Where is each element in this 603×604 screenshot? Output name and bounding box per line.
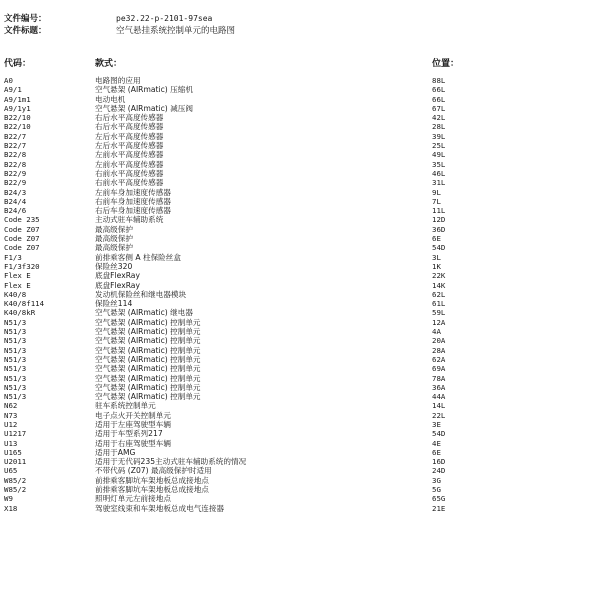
table-row [4, 160, 599, 169]
row-description: 空气悬架 (AIRmatic) 压缩机 [95, 85, 193, 95]
row-location: 42L [432, 113, 446, 123]
table-row [4, 76, 599, 85]
row-code: U65 [4, 466, 18, 476]
row-description: 右前水平高度传感器 [95, 178, 164, 188]
row-location: 54D [432, 243, 446, 253]
row-location: 5G [432, 485, 441, 495]
row-description: 前排乘客侧 A 柱保险丝盒 [95, 252, 181, 262]
row-location: 12D [432, 215, 446, 225]
row-location: 16D [432, 457, 446, 467]
table-row [4, 253, 599, 262]
row-description: 右后水平高度传感器 [95, 122, 164, 132]
row-code: N51/3 [4, 336, 27, 346]
table-row [4, 327, 599, 336]
table-row [4, 336, 599, 345]
table-row [4, 243, 599, 252]
row-description: 最高级保护 [95, 234, 133, 244]
row-code: U1217 [4, 429, 27, 439]
row-description: 空气悬架 (AIRmatic) 控制单元 [95, 392, 201, 402]
row-code: B22/9 [4, 168, 27, 178]
row-location: 59L [432, 308, 446, 318]
table-row [4, 504, 599, 513]
row-location: 4A [432, 327, 441, 337]
table-row [4, 104, 599, 113]
row-description: 前排乘客脚坑车架地板总成接地点 [95, 485, 209, 495]
table-row [4, 420, 599, 429]
row-code: Code Z07 [4, 243, 40, 253]
table-row [4, 169, 599, 178]
row-location: 3G [432, 475, 441, 485]
row-code: Flex E [4, 280, 31, 290]
row-code: B24/4 [4, 196, 27, 206]
row-code: A0 [4, 76, 13, 85]
row-code: Code 235 [4, 215, 40, 225]
row-location: 67L [432, 103, 446, 113]
row-code: N51/3 [4, 364, 27, 374]
row-location: 11L [432, 206, 446, 216]
row-location: 35L [432, 159, 446, 169]
row-description: 适用于左座驾驶型车辆 [95, 419, 171, 429]
table-row [4, 262, 599, 271]
table-row [4, 439, 599, 448]
row-location: 65G [432, 494, 446, 504]
row-description: 电子点火开关控制单元 [95, 410, 171, 420]
row-location: 21E [432, 503, 446, 513]
row-description: 保险丝114 [95, 299, 133, 309]
row-description: 适用于无代码235主动式驻车辅助系统的情况 [95, 457, 247, 467]
row-description: 左前水平高度传感器 [95, 159, 164, 169]
row-code: B24/6 [4, 206, 27, 216]
table-row [4, 411, 599, 420]
row-location: 88L [432, 76, 446, 85]
row-description: 空气悬架 (AIRmatic) 控制单元 [95, 317, 201, 327]
table-row [4, 429, 599, 438]
row-location: 36A [432, 382, 446, 392]
row-description: 空气悬架 (AIRmatic) 控制单元 [95, 382, 201, 392]
doc-number-label: 文件编号： [4, 14, 47, 24]
row-location: 14L [432, 401, 446, 411]
row-description: 空气悬架 (AIRmatic) 控制单元 [95, 354, 201, 364]
row-code: N62 [4, 401, 18, 411]
row-description: 照明灯单元左前接地点 [95, 494, 171, 504]
row-location: 22L [432, 410, 446, 420]
row-description: 主动式驻车辅助系统 [95, 215, 164, 225]
row-description: 左后水平高度传感器 [95, 131, 164, 141]
row-location: 6E [432, 447, 441, 457]
row-location: 28A [432, 345, 446, 355]
row-location: 3L [432, 252, 441, 262]
row-location: 31L [432, 178, 446, 188]
row-location: 28L [432, 122, 446, 132]
row-description: 保险丝320 [95, 261, 133, 271]
row-description: 电动电机 [95, 94, 126, 104]
row-code: Code Z07 [4, 234, 40, 244]
row-description: 适用于AMG [95, 447, 136, 457]
row-location: 4E [432, 438, 441, 448]
row-code: W85/2 [4, 485, 27, 495]
row-code: F1/3f320 [4, 261, 40, 271]
row-description: 左后水平高度传感器 [95, 141, 164, 151]
row-code: N51/3 [4, 392, 27, 402]
row-description: 空气悬架 (AIRmatic) 控制单元 [95, 345, 201, 355]
doc-title-value: 空气悬挂系统控制单元的电路图 [116, 26, 236, 36]
row-description: 右后车身加速度传感器 [95, 206, 171, 216]
row-description: 最高级保护 [95, 224, 133, 234]
row-code: A9/1 [4, 85, 22, 95]
row-code: A9/1m1 [4, 94, 31, 104]
row-code: U12 [4, 419, 18, 429]
row-code: N51/3 [4, 354, 27, 364]
row-location: 6E [432, 234, 441, 244]
row-code: N51/3 [4, 317, 27, 327]
row-location: 22K [432, 271, 446, 281]
doc-title-label: 文件标题： [4, 26, 47, 36]
row-code: A9/1y1 [4, 103, 31, 113]
row-code: B22/7 [4, 131, 27, 141]
row-description: 空气悬架 (AIRmatic) 继电器 [95, 308, 193, 318]
row-code: B22/10 [4, 113, 31, 123]
row-location: 14K [432, 280, 446, 290]
table-row [4, 178, 599, 187]
table-row [4, 401, 599, 410]
row-code: Flex E [4, 271, 31, 281]
table-row [4, 150, 599, 159]
table-row [4, 95, 599, 104]
table-row [4, 308, 599, 317]
row-description: 最高级保护 [95, 243, 133, 253]
table-header [4, 56, 599, 68]
row-code: N51/3 [4, 345, 27, 355]
table-row [4, 215, 599, 224]
row-description: 底盘FlexRay [95, 271, 140, 281]
row-code: W85/2 [4, 475, 27, 485]
row-location: 62A [432, 354, 446, 364]
row-description: 前排乘客脚坑车架地板总成接地点 [95, 475, 209, 485]
row-code: B22/9 [4, 178, 27, 188]
table-row [4, 476, 599, 485]
row-code: B22/7 [4, 141, 27, 151]
table-row [4, 392, 599, 401]
table-row [4, 113, 599, 122]
table-row [4, 346, 599, 355]
row-description: 右前车身加速度传感器 [95, 196, 171, 206]
row-description: 不带代码 (Z07) 最高级保护时适用 [95, 466, 212, 476]
row-code: B24/3 [4, 187, 27, 197]
row-description: 空气悬架 (AIRmatic) 控制单元 [95, 327, 201, 337]
row-code: K40/8kR [4, 308, 36, 318]
row-description: 空气悬架 (AIRmatic) 控制单元 [95, 364, 201, 374]
row-description: 适用于车型系列217 [95, 429, 163, 439]
row-location: 39L [432, 131, 446, 141]
row-code: U13 [4, 438, 18, 448]
table-row [4, 206, 599, 215]
table-row [4, 234, 599, 243]
row-location: 12A [432, 317, 446, 327]
row-location: 20A [432, 336, 446, 346]
row-description: 发动机保险丝和继电器模块 [95, 289, 187, 299]
table-row [4, 448, 599, 457]
row-description: 空气悬架 (AIRmatic) 减压阀 [95, 103, 193, 113]
row-location: 1K [432, 261, 441, 271]
table-row [4, 318, 599, 327]
row-description: 空气悬架 (AIRmatic) 控制单元 [95, 336, 201, 346]
row-code: W9 [4, 494, 13, 504]
row-location: 62L [432, 289, 446, 299]
doc-number-row [4, 12, 235, 25]
table-row [4, 299, 599, 308]
row-description: 左前水平高度传感器 [95, 150, 164, 160]
table-row [4, 466, 599, 475]
doc-number-value: pe32.22-p-2101-97sea [116, 14, 213, 23]
row-code: B22/8 [4, 150, 27, 160]
table-row [4, 290, 599, 299]
row-description: 驻车系统控制单元 [95, 401, 156, 411]
row-code: U2011 [4, 457, 27, 467]
row-location: 61L [432, 299, 446, 309]
row-description: 电路图的应用 [95, 76, 141, 85]
table-row [4, 197, 599, 206]
table-row [4, 355, 599, 364]
table-row [4, 485, 599, 494]
row-description: 左前车身加速度传感器 [95, 187, 171, 197]
table-row [4, 374, 599, 383]
row-location: 44A [432, 392, 446, 402]
table-row [4, 364, 599, 373]
row-location: 36D [432, 224, 446, 234]
table-row [4, 188, 599, 197]
row-location: 46L [432, 168, 446, 178]
row-location: 66L [432, 85, 446, 95]
row-code: K40/8f114 [4, 299, 45, 309]
table-row [4, 141, 599, 150]
row-code: B22/10 [4, 122, 31, 132]
row-location: 7L [432, 196, 441, 206]
table-row [4, 494, 599, 503]
row-location: 9L [432, 187, 441, 197]
row-location: 78A [432, 373, 446, 383]
row-description: 右前水平高度传感器 [95, 168, 164, 178]
description-column-header: 款式： [95, 59, 123, 69]
table-row [4, 132, 599, 141]
doc-title-row [4, 25, 235, 38]
row-description: 空气悬架 (AIRmatic) 控制单元 [95, 373, 201, 383]
code-column-header: 代码： [4, 59, 32, 69]
row-location: 25L [432, 141, 446, 151]
row-location: 49L [432, 150, 446, 160]
row-location: 69A [432, 364, 446, 374]
row-code: N51/3 [4, 327, 27, 337]
row-location: 66L [432, 94, 446, 104]
row-description: 驾驶室线束和车架地板总成电气连接器 [95, 503, 225, 513]
row-code: N51/3 [4, 373, 27, 383]
document-meta [4, 12, 235, 38]
component-table [4, 76, 599, 513]
table-row [4, 457, 599, 466]
row-location: 3E [432, 419, 441, 429]
row-description: 右后水平高度传感器 [95, 113, 164, 123]
row-code: U165 [4, 447, 22, 457]
table-row [4, 383, 599, 392]
table-row [4, 85, 599, 94]
row-code: Code Z07 [4, 224, 40, 234]
row-code: N51/3 [4, 382, 27, 392]
row-code: K40/8 [4, 289, 27, 299]
table-row [4, 281, 599, 290]
row-location: 54D [432, 429, 446, 439]
row-description: 适用于右座驾驶型车辆 [95, 438, 171, 448]
row-description: 底盘FlexRay [95, 280, 140, 290]
row-code: F1/3 [4, 252, 22, 262]
table-row [4, 271, 599, 280]
row-code: B22/8 [4, 159, 27, 169]
location-column-header: 位置： [432, 59, 460, 69]
row-code: X18 [4, 503, 18, 513]
table-row [4, 225, 599, 234]
row-code: N73 [4, 410, 18, 420]
table-row [4, 122, 599, 131]
row-location: 24D [432, 466, 446, 476]
